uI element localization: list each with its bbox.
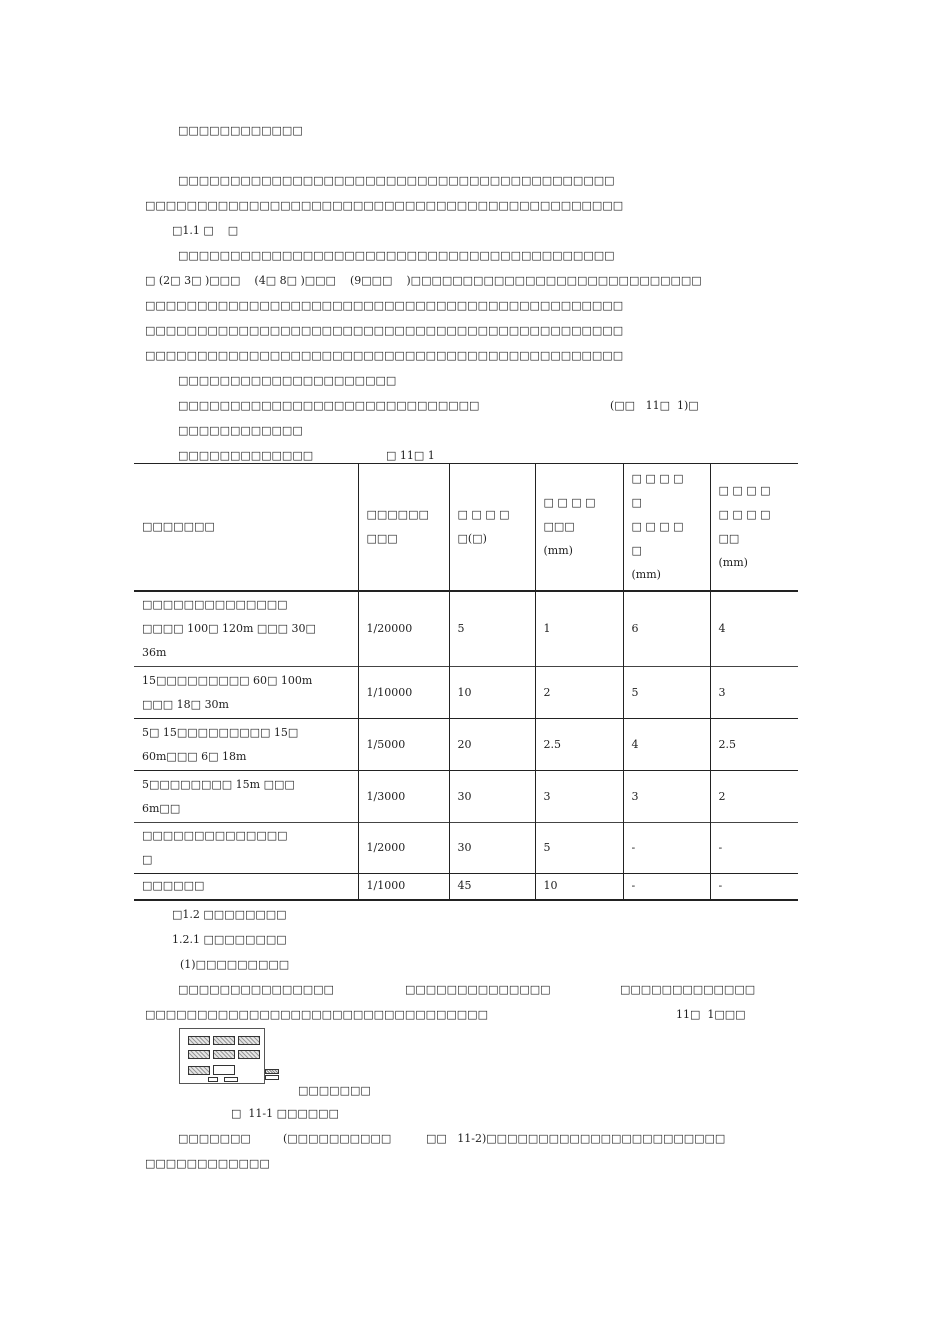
building-block: [213, 1050, 235, 1059]
angle-cell: 30: [449, 823, 535, 874]
value-cell: 2: [535, 667, 623, 719]
paragraph-line: □□□□□□□□□□□□□: [620, 983, 756, 996]
table-header-row: [134, 464, 798, 591]
building-block: [238, 1036, 260, 1045]
value-cell: -: [623, 874, 710, 900]
value-cell: 3: [623, 771, 710, 823]
gate-mark: [208, 1077, 218, 1082]
paragraph-line: (□□□□□□□□□□: [283, 1132, 392, 1145]
value-cell: 2: [710, 771, 798, 823]
value-cell: 6: [623, 591, 710, 667]
value-cell: 2.5: [535, 719, 623, 771]
value-cell: -: [710, 874, 798, 900]
paragraph-line: □□□□□□□□□□□□□□□□□□□□□□□□□□□□□□□□□: [145, 1008, 488, 1021]
building-block: [213, 1036, 235, 1045]
section-heading: □1.1 □ □: [172, 224, 239, 237]
paragraph-line: □□□□□□□□□□□□□□□□□□□□□: [178, 374, 397, 387]
paragraph-line: □□□□□□□□□□□□: [145, 1157, 270, 1170]
ratio-cell: 1/10000: [358, 667, 449, 719]
paragraph-line: □□□□□□□□□□□□□□: [405, 983, 551, 996]
paragraph-line: □□□□□□□□□□□□□□□□□□□□□□□□□□□□□□□□□□□□□□□□□□: [178, 249, 615, 262]
paragraph-line: □□□□□□□: [178, 1132, 251, 1145]
angle-cell: 30: [449, 771, 535, 823]
paragraph-line: □□□□□□□□□□□□□□□□□□□□□□□□□□□□□□□□□□□□□□□□□□: [178, 174, 615, 187]
table-row: [134, 667, 798, 719]
value-cell: 4: [623, 719, 710, 771]
paragraph-line: □□□□□□□□□□□□□□□□□□□□□□□□□□□□□□□□□□□□□□□□□□□□□□: [145, 299, 624, 312]
legend-swatch: [265, 1069, 279, 1074]
building-block: [188, 1050, 210, 1059]
gate-mark: [224, 1077, 238, 1082]
building-outline: [213, 1065, 235, 1075]
value-cell: 10: [535, 874, 623, 900]
angle-cell: 5: [449, 591, 535, 667]
legend-swatch: [265, 1075, 279, 1080]
section-heading: □1.2 □□□□□□□□: [172, 908, 287, 921]
paragraph-line: □□□□□□□□□□□□□□□: [178, 983, 334, 996]
desc-cell: 5□ 15□□□□□□□□□ 15□ 60m□□□ 6□ 18m: [134, 719, 358, 771]
value-cell: 2.5: [710, 719, 798, 771]
heading-line: □□□□□□□□□□□□: [178, 124, 303, 137]
value-cell: 3: [535, 771, 623, 823]
figure-reference: 11□ 1□□□: [676, 1008, 746, 1021]
header-cell: □ □ □ □ □(□): [449, 464, 535, 591]
header-cell: □□□□□□ □□□: [358, 464, 449, 591]
value-cell: 5: [623, 667, 710, 719]
paragraph-line: □□□□□□□□□□□□□□□□□□□□□□□□□□□□□□□□□□□□□□□□□□□□□□: [145, 324, 624, 337]
desc-cell: □□□□□□: [134, 874, 358, 900]
building-block: [238, 1050, 260, 1059]
header-cell: □ □ □ □ □ □ □ □ □ □ (mm): [623, 464, 710, 591]
paragraph-line: □□ 11-2)□□□□□□□□□□□□□□□□□□□□□□□: [426, 1132, 726, 1145]
item-heading: (1)□□□□□□□□□: [180, 958, 290, 971]
table-row: [134, 719, 798, 771]
ratio-cell: 1/3000: [358, 771, 449, 823]
specification-table: [134, 463, 798, 901]
value-cell: 5: [535, 823, 623, 874]
figure-label: □□□□□□□: [298, 1084, 371, 1097]
paragraph-line: □ (2□ 3□ )□□□ (4□ 8□ )□□□ (9□□□ )□□□□□□□□□□□□□□□□□□□□□□□□□□□□: [145, 274, 702, 287]
desc-cell: 5□□□□□□□□ 15m □□□ 6m□□: [134, 771, 358, 823]
header-cell: □ □ □ □ □□□ (mm): [535, 464, 623, 591]
table-row: [134, 874, 798, 900]
angle-cell: 20: [449, 719, 535, 771]
value-cell: -: [710, 823, 798, 874]
value-cell: 4: [710, 591, 798, 667]
building-block: [188, 1066, 210, 1075]
table-row: [134, 591, 798, 667]
paragraph-line: □□□□□□□□□□□□□□□□□□□□□□□□□□□□□□□□□□□□□□□□□□□□□□: [145, 199, 624, 212]
table-row: [134, 823, 798, 874]
desc-cell: 15□□□□□□□□□ 60□ 100m □□□ 18□ 30m: [134, 667, 358, 719]
site-plan-figure: [179, 1028, 265, 1084]
desc-cell: □□□□□□□□□□□□□□ □: [134, 823, 358, 874]
paragraph-line: □□□□□□□□□□□□□□□□□□□□□□□□□□□□□□□□□□□□□□□□□□□□□□: [145, 349, 624, 362]
desc-cell: □□□□□□□□□□□□□□ □□□□ 100□ 120m □□□ 30□ 36m: [134, 591, 358, 667]
header-cell: □□□□□□□: [134, 464, 358, 591]
value-cell: 1: [535, 591, 623, 667]
paragraph-line: □□□□□□□□□□□□: [178, 424, 303, 437]
subsection-heading: 1.2.1 □□□□□□□□: [172, 933, 287, 946]
ratio-cell: 1/2000: [358, 823, 449, 874]
table-reference: (□□ 11□ 1)□: [610, 399, 699, 412]
table-number: □ 11□ 1: [386, 449, 435, 462]
ratio-cell: 1/5000: [358, 719, 449, 771]
table-caption: □□□□□□□□□□□□□: [178, 449, 314, 462]
figure-caption: □ 11-1 □□□□□□: [231, 1107, 339, 1120]
angle-cell: 10: [449, 667, 535, 719]
paragraph-line: □□□□□□□□□□□□□□□□□□□□□□□□□□□□□: [178, 399, 480, 412]
ratio-cell: 1/20000: [358, 591, 449, 667]
building-block: [188, 1036, 210, 1045]
ratio-cell: 1/1000: [358, 874, 449, 900]
angle-cell: 45: [449, 874, 535, 900]
value-cell: 3: [710, 667, 798, 719]
table-row: [134, 771, 798, 823]
value-cell: -: [623, 823, 710, 874]
header-cell: □ □ □ □ □ □ □ □ □□ (mm): [710, 464, 798, 591]
